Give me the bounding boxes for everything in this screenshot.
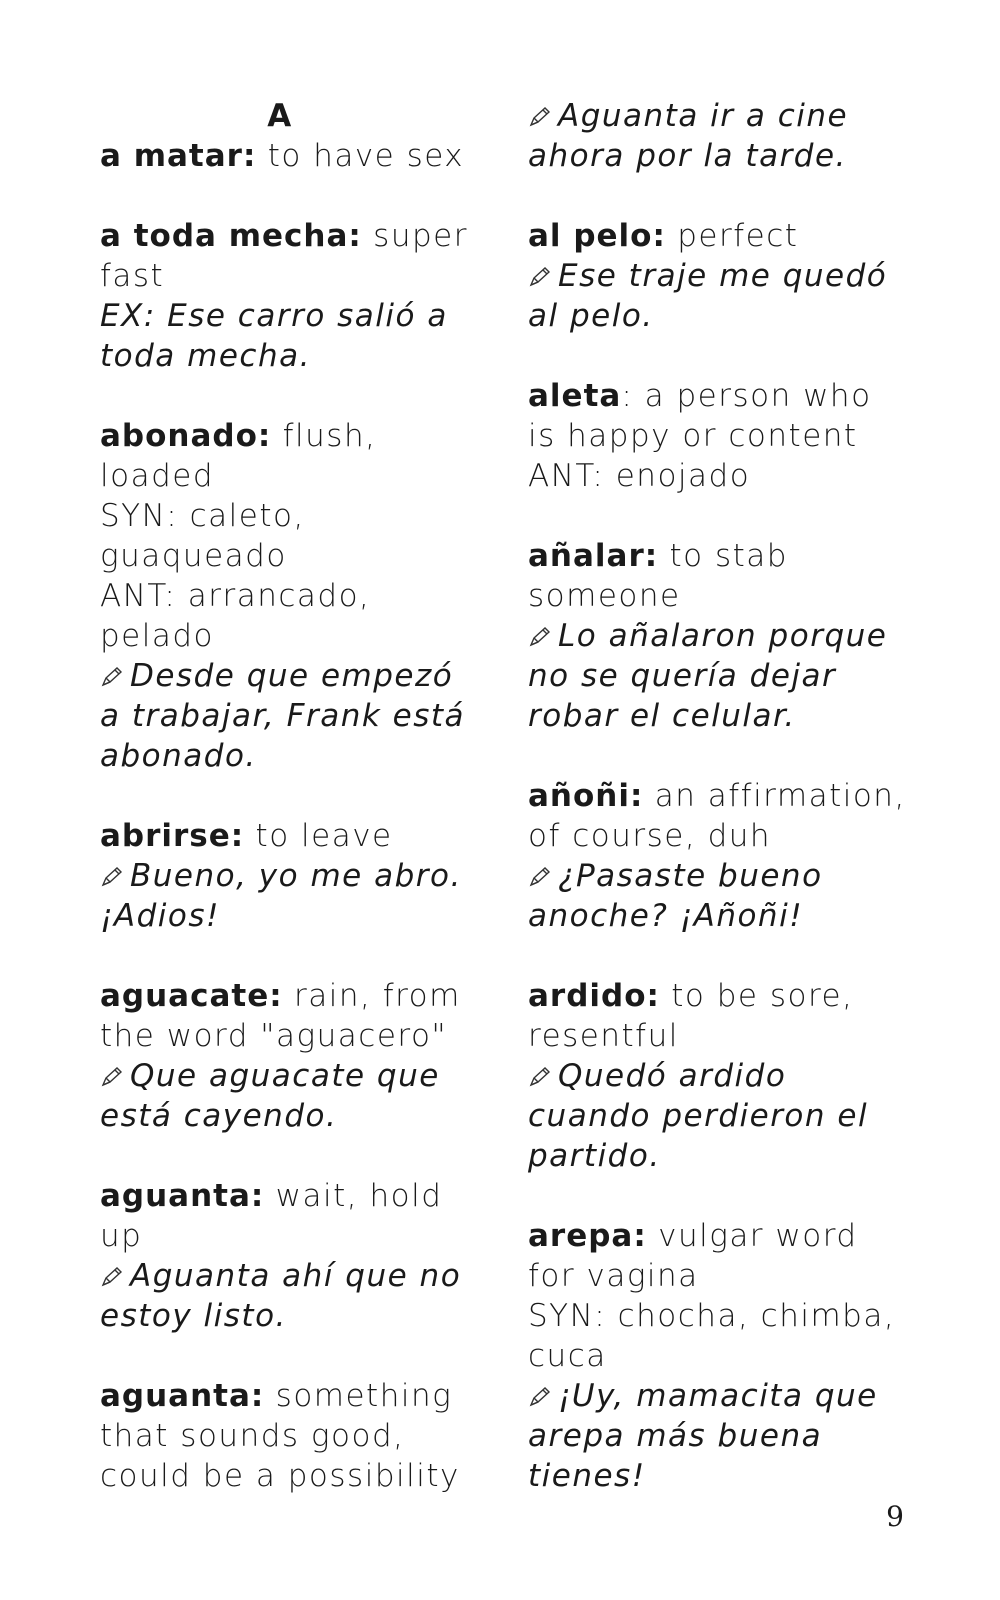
dictionary-entry xyxy=(528,376,908,496)
usage-example xyxy=(100,1256,480,1336)
pencil-icon xyxy=(528,858,552,880)
usage-example-text: ¿Pasaste bueno anoche? ¡Añoñi! xyxy=(528,858,823,934)
usage-example-text: Aguanta ir a cine ahora por la tarde. xyxy=(528,98,849,174)
usage-example-text: EX: Ese carro salió a toda mecha. xyxy=(100,298,448,374)
usage-example xyxy=(528,96,908,176)
dictionary-entry xyxy=(100,216,480,376)
usage-example-text: Lo añalaron porque no se quería dejar robar el celular. xyxy=(528,618,888,734)
headword: a toda mecha: xyxy=(100,218,362,254)
dictionary-entry xyxy=(528,776,918,936)
usage-example xyxy=(100,1056,480,1136)
usage-example xyxy=(528,856,908,936)
headword: a matar: xyxy=(100,138,257,174)
right-column xyxy=(528,96,918,1536)
pencil-icon xyxy=(100,1258,124,1280)
entry-definition-line xyxy=(528,776,918,856)
pencil-icon xyxy=(528,1378,552,1400)
dictionary-entry xyxy=(528,1216,908,1496)
entry-definition-line xyxy=(100,136,480,176)
usage-example xyxy=(528,616,908,736)
dictionary-entry xyxy=(100,816,480,936)
entry-definition-line xyxy=(100,216,480,296)
definition: to have sex xyxy=(256,138,465,174)
usage-example-text: Bueno, yo me abro. ¡Adios! xyxy=(100,858,462,934)
entry-definition-line xyxy=(528,216,908,256)
pencil-icon xyxy=(528,618,552,640)
dictionary-entry xyxy=(100,136,480,176)
headword: arepa: xyxy=(528,1218,647,1254)
page-number: 9 xyxy=(886,1500,904,1533)
usage-example xyxy=(100,296,480,376)
usage-example xyxy=(100,856,480,936)
entry-synonyms-antonyms: ANT: enojado xyxy=(528,458,751,494)
headword: aguacate: xyxy=(100,978,283,1014)
pencil-icon xyxy=(100,658,124,680)
usage-example-text: Aguanta ahí que no estoy listo. xyxy=(100,1258,462,1334)
entry-definition-line xyxy=(528,536,908,616)
usage-example-text: ¡Uy, mamacita que arepa más buena tienes! xyxy=(528,1378,878,1494)
dictionary-entry xyxy=(528,96,908,176)
definition: flush, loaded xyxy=(100,418,388,494)
pencil-icon xyxy=(100,1058,124,1080)
usage-example-text: Ese traje me quedó al pelo. xyxy=(528,258,888,334)
pencil-icon xyxy=(100,858,124,880)
entry-synonyms-antonyms: SYN: caleto, guaqueado xyxy=(100,498,317,574)
definition: to leave xyxy=(244,818,393,854)
headword: aleta xyxy=(528,378,622,414)
definition: wait, hold up xyxy=(100,1178,454,1254)
usage-example xyxy=(100,656,480,776)
entry-definition-line xyxy=(100,416,480,496)
definition: rain, from the word "aguacero" xyxy=(100,978,473,1054)
definition: to stab someone xyxy=(528,538,800,614)
left-entries xyxy=(100,136,480,1496)
definition: vulgar word for vagina xyxy=(528,1218,869,1294)
entry-definition-line xyxy=(100,976,480,1056)
dictionary-entry xyxy=(100,1176,480,1336)
definition: an affirmation, of course, duh xyxy=(528,778,918,854)
usage-example-text: Desde que empezó a trabajar, Frank está abonado. xyxy=(100,658,466,774)
entry-definition-line xyxy=(528,1216,908,1296)
definition: to be sore, resentful xyxy=(528,978,865,1054)
dictionary-entry xyxy=(100,1376,480,1496)
dictionary-entry xyxy=(100,416,480,776)
entry-definition-line xyxy=(100,1176,480,1256)
section-letter: A xyxy=(267,98,293,134)
right-entries xyxy=(528,96,918,1496)
headword: añalar: xyxy=(528,538,659,574)
dictionary-entry xyxy=(528,216,908,336)
entry-definition-line xyxy=(100,1376,480,1496)
dictionary-entry xyxy=(528,976,908,1176)
headword: aguanta: xyxy=(100,1378,265,1414)
entry-synonyms-antonyms: SYN: chocha, chimba, cuca xyxy=(528,1298,907,1374)
headword: al pelo: xyxy=(528,218,666,254)
usage-example xyxy=(528,256,908,336)
dictionary-entry xyxy=(528,536,908,736)
dictionary-entry xyxy=(100,976,480,1136)
entry-definition-line xyxy=(528,976,908,1056)
left-column xyxy=(100,96,480,1536)
definition: super fast xyxy=(100,218,480,294)
entry-definition-line xyxy=(528,376,908,456)
pencil-icon xyxy=(528,258,552,280)
headword: abonado: xyxy=(100,418,272,454)
entry-synonyms-antonyms: ANT: arrancado, pelado xyxy=(100,578,382,654)
entry-definition-line xyxy=(100,816,480,856)
usage-example-text: Quedó ardido cuando perdieron el partido. xyxy=(528,1058,869,1174)
usage-example xyxy=(528,1056,908,1176)
headword: aguanta: xyxy=(100,1178,265,1214)
definition: something that sounds good, could be a possibility xyxy=(100,1378,464,1494)
headword: añoñi: xyxy=(528,778,644,814)
definition: : a person who is happy or content xyxy=(528,378,883,454)
headword: abrirse: xyxy=(100,818,245,854)
headword: ardido: xyxy=(528,978,660,1014)
usage-example-text: Que aguacate que está cayendo. xyxy=(100,1058,440,1134)
definition: perfect xyxy=(665,218,799,254)
pencil-icon xyxy=(528,1058,552,1080)
pencil-icon xyxy=(528,98,552,120)
usage-example xyxy=(528,1376,908,1496)
